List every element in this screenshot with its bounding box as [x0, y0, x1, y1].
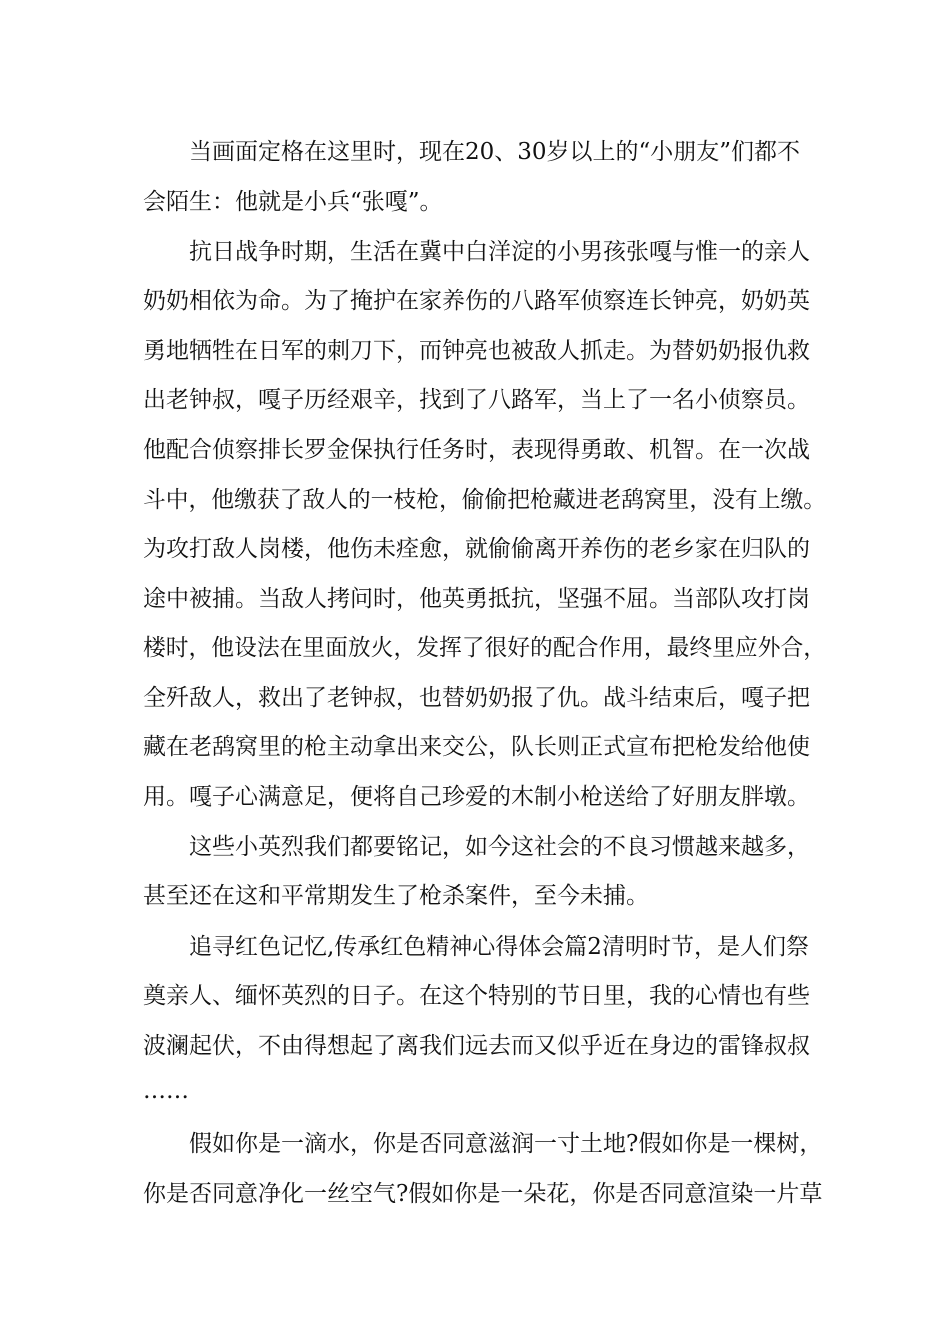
paragraph-2-line-1	[0, 232, 950, 272]
text-line: 出老钟叔，嘎子历经艰辛，找到了八路军，当上了一名小侦察员。	[143, 387, 810, 413]
paragraph-2-line-12	[0, 777, 950, 817]
text-line: 藏在老鸹窝里的枪主动拿出来交公，队长则正式宣布把枪发给他使	[143, 734, 810, 760]
paragraph-1-line-2	[0, 182, 950, 222]
paragraph-2-line-5	[0, 430, 950, 470]
text-line: 你是否同意净化一丝空气?假如你是一朵花，你是否同意渲染一片草	[143, 1181, 823, 1207]
paragraph-2-line-10	[0, 678, 950, 718]
text-line: 楼时，他设法在里面放火，发挥了很好的配合作用，最终里应外合，	[143, 635, 827, 661]
paragraph-2-line-6	[0, 480, 950, 520]
text-line: 追寻红色记忆,传承红色精神心得体会篇2清明时节，是人们祭	[189, 934, 809, 960]
text-line: 假如你是一滴水，你是否同意滋润一寸土地?假如你是一棵树，	[189, 1131, 823, 1157]
text-line: 全歼敌人，救出了老钟叔，也替奶奶报了仇。战斗结束后，嘎子把	[143, 685, 810, 711]
text-line: 甚至还在这和平常期发生了枪杀案件，至今未捕。	[143, 883, 649, 909]
text-line: 途中被捕。当敌人拷问时，他英勇抵抗，坚强不屈。当部队攻打岗	[143, 586, 810, 612]
paragraph-2-line-7	[0, 529, 950, 569]
ellipsis-line: ……	[143, 1078, 189, 1104]
paragraph-4-line-3	[0, 1026, 950, 1066]
paragraph-5-line-2	[0, 1174, 950, 1214]
paragraph-4-line-1	[0, 927, 950, 967]
text-line: 波澜起伏，不由得想起了离我们远去而又似乎近在身边的雷锋叔叔	[143, 1033, 810, 1059]
text-line: 他配合侦察排长罗金保执行任务时，表现得勇敢、机智。在一次战	[143, 437, 810, 463]
text-line: 斗中，他缴获了敌人的一枝枪，偷偷把枪藏进老鸹窝里，没有上缴。	[143, 487, 827, 513]
text-line: 这些小英烈我们都要铭记，如今这社会的不良习惯越来越多，	[189, 834, 810, 860]
paragraph-5-line-1	[0, 1124, 950, 1164]
paragraph-4-line-4	[0, 1071, 950, 1111]
text-line: 勇地牺牲在日军的刺刀下，而钟亮也被敌人抓走。为替奶奶报仇救	[143, 338, 810, 364]
text-line: 奶奶相依为命。为了掩护在家养伤的八路军侦察连长钟亮，奶奶英	[143, 288, 810, 314]
paragraph-2-line-8	[0, 579, 950, 619]
text-line: 抗日战争时期，生活在冀中白洋淀的小男孩张嘎与惟一的亲人	[189, 239, 810, 265]
paragraph-2-line-11	[0, 727, 950, 767]
paragraph-2-line-9	[0, 628, 950, 668]
paragraph-2-line-4	[0, 380, 950, 420]
paragraph-3-line-2	[0, 876, 950, 916]
paragraph-3-line-1	[0, 827, 950, 867]
paragraph-2-line-3	[0, 331, 950, 371]
paragraph-2-line-2	[0, 281, 950, 321]
paragraph-1-line-1	[0, 132, 950, 172]
text-line: 当画面定格在这里时，现在20、30岁以上的“小朋友”们都不	[189, 139, 801, 165]
text-line: 会陌生：他就是小兵“张嘎”。	[143, 189, 443, 215]
text-line: 奠亲人、缅怀英烈的日子。在这个特别的节日里，我的心情也有些	[143, 983, 810, 1009]
text-line: 为攻打敌人岗楼，他伤未痊愈，就偷偷离开养伤的老乡家在归队的	[143, 536, 810, 562]
paragraph-4-line-2	[0, 976, 950, 1016]
text-line: 用。嘎子心满意足，便将自己珍爱的木制小枪送给了好朋友胖墩。	[143, 784, 810, 810]
